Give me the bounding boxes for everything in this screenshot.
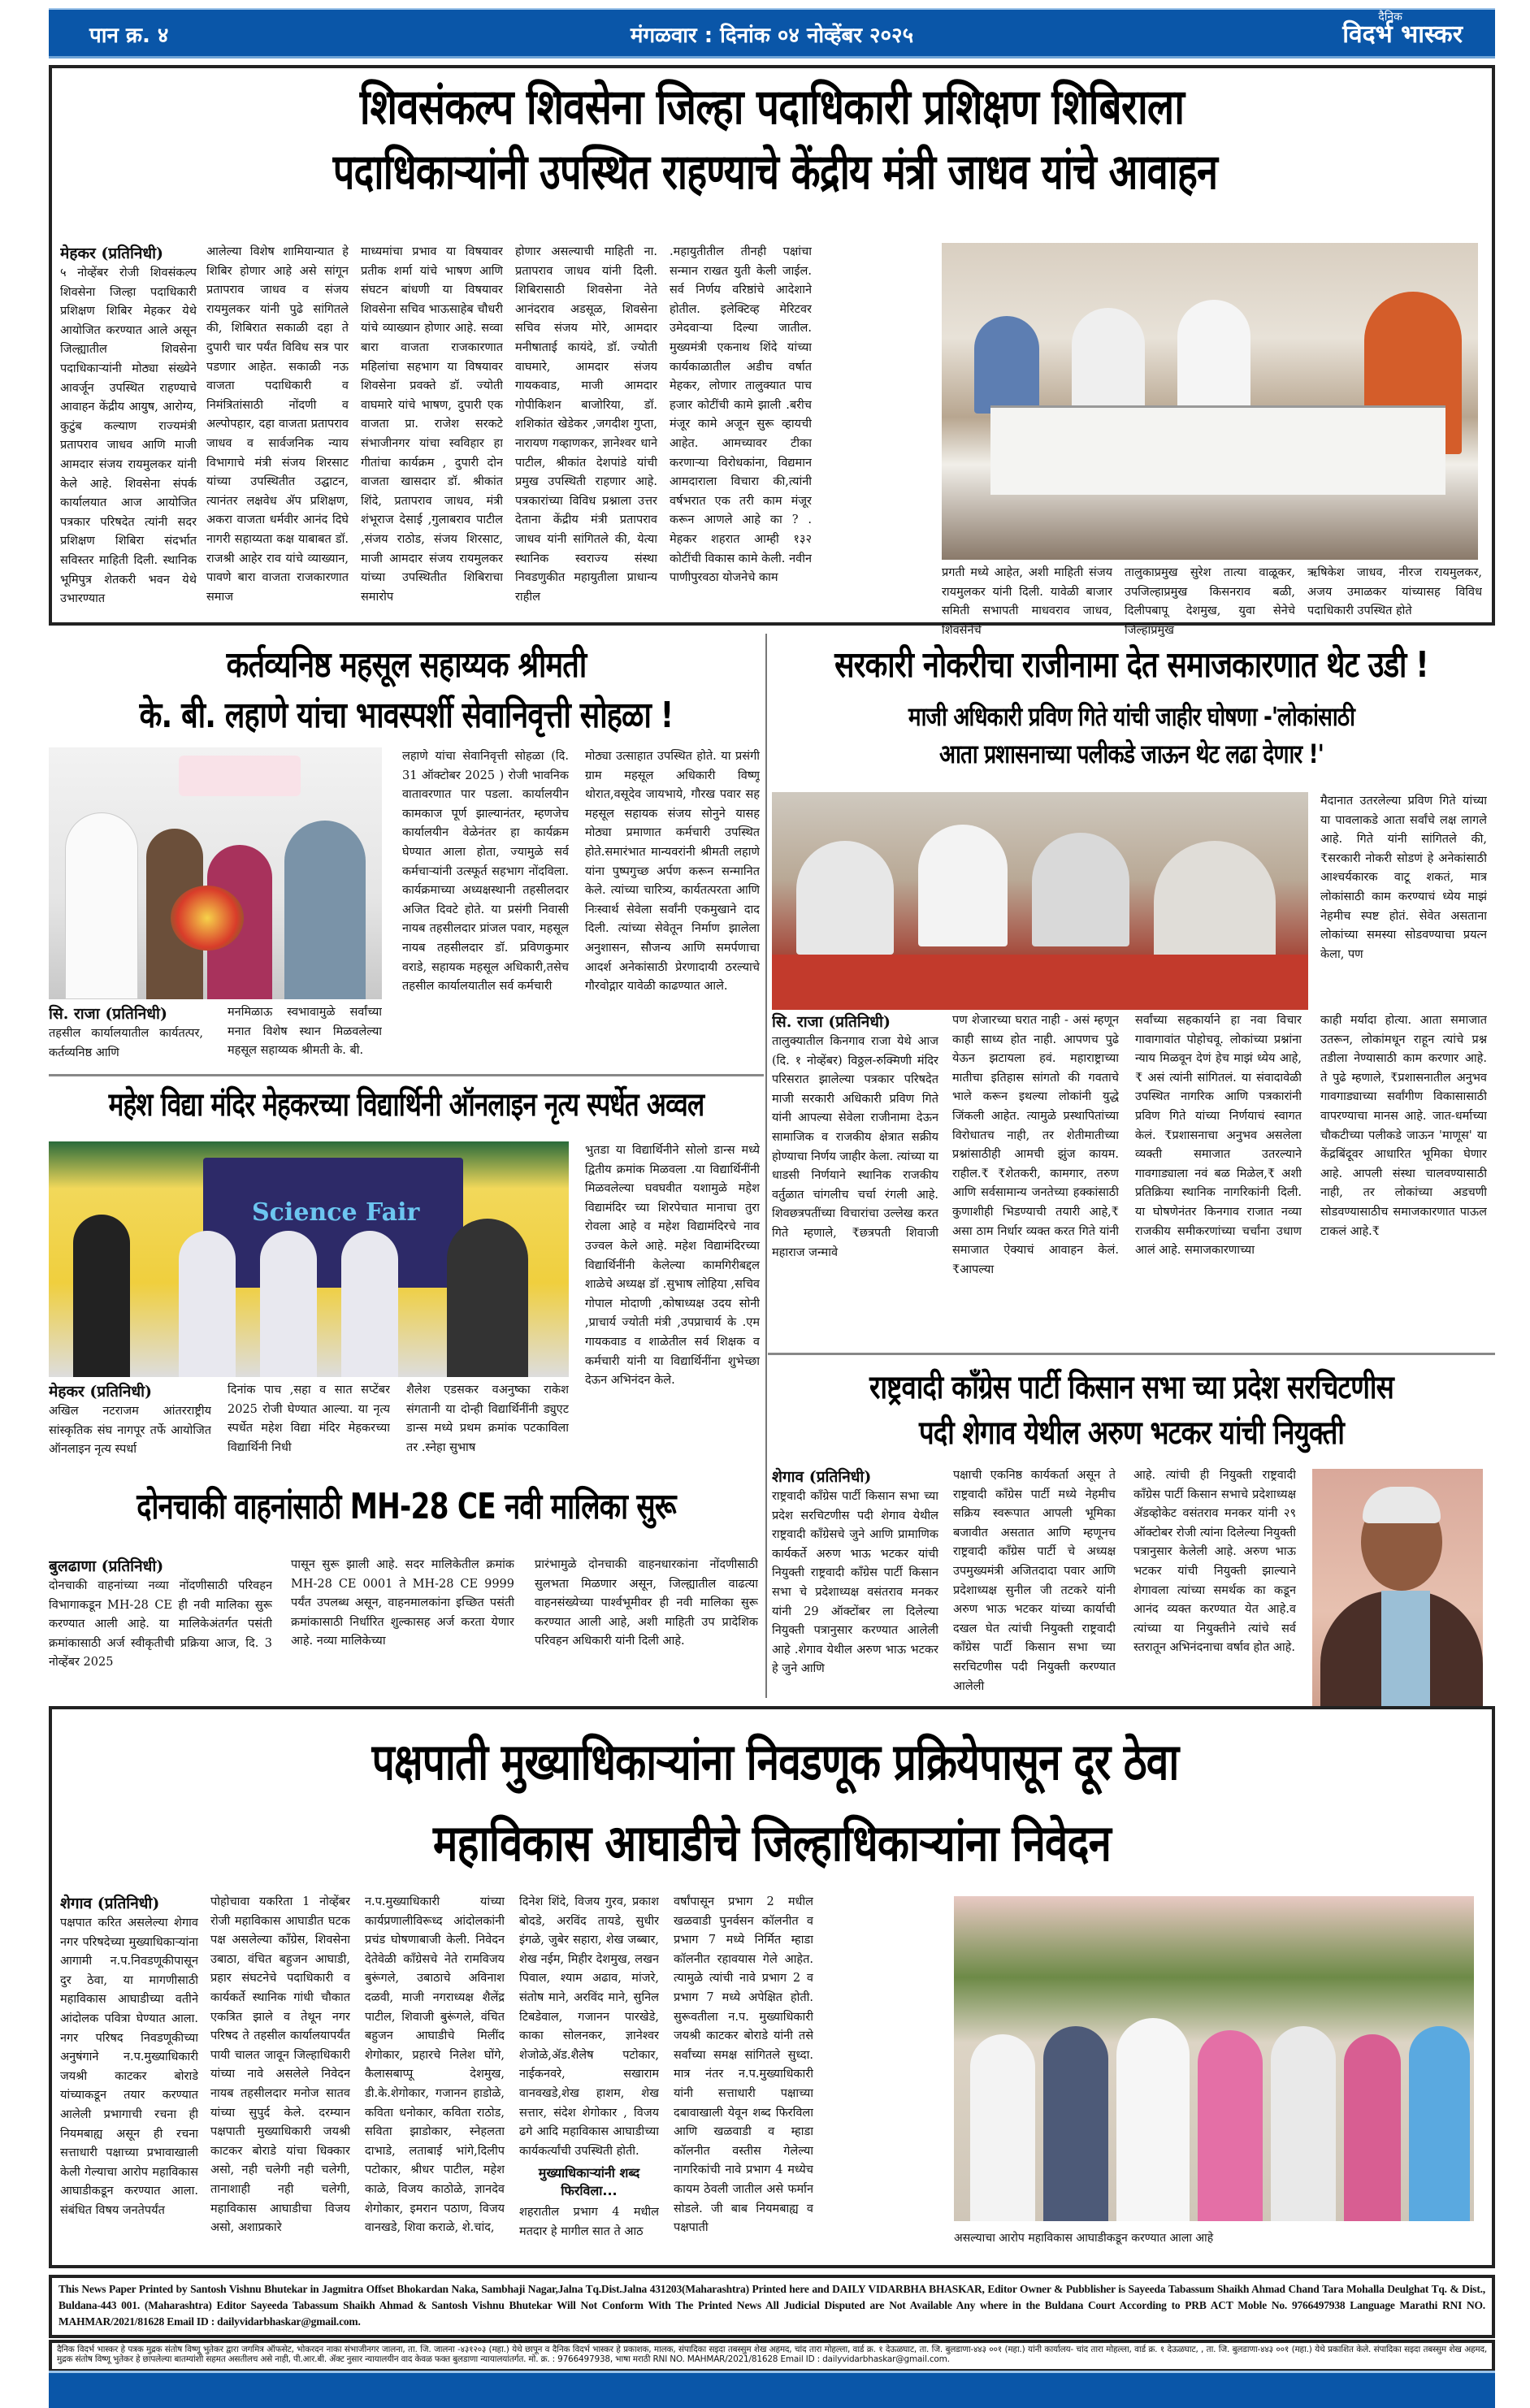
article-column: प्रगती मध्ये आहेत, अशी माहिती संजय रायमुलकर यांनी दिली. यावेळी बाजार समिती सभापती माधवराव जाधव, शिवसेनेचे: [942, 566, 1112, 637]
article-column: सि. राजा (प्रतिनिधी) तालुक्यातील किनगाव राजा येथे आज (दि. १ नोव्हेंबर) विठ्ठल-रुक्मिणी मंदिर परिसरात झालेल्या पत्रकार परिषदेत माजी सरकारी अधिकारी प्रविण गिते यांनी आपल्या सेवेला राजीनामा देऊन सामाजिक व राजकीय क्षेत्रात सक्रीय होण्याचा निर्णय जाहीर केला. त्यांच्या या धाडसी निर्णयाने स्थानिक राजकीय वर्तुळात चांगलीच चर्चा रंगली आहे. शिवछत्रपतींच्या विचारांचा उल्लेख करत गिते म्हणाले, ₹छत्रपती शिवाजी महाराज जन्मावे: [772, 1013, 938, 1259]
headline: दोनचाकी वाहनांसाठी MH-28 CE नवी मालिका सुरू: [137, 1486, 676, 1527]
article-column: दिनांक पाच ,सहा व सात सप्टेंबर 2025 रोजी घेण्यात आल्या. या नृत्य स्पर्धेत महेश विद्या मंदिर मेहकरच्या विद्यार्थिनी निधी: [228, 1384, 390, 1454]
headline: सरकारी नोकरीचा राजीनामा देत समाजकारणात थेट उडी !: [834, 644, 1428, 686]
dateline: मेहकर (प्रतिनिधी): [49, 1383, 153, 1401]
headline-line-2: के. बी. लहाणे यांचा भावस्पर्शी सेवानिवृत्ती सोहळा !: [139, 695, 674, 736]
story-retirement: [49, 634, 764, 1072]
article-column: प्रारंभामुळे दोनचाकी वाहनधारकांना नोंदणीसाठी सुलभता मिळणार असून, जिल्ह्यातील वाढत्या वाहनसंख्येच्या पार्श्वभूमीवर ही नवी मालिका सुरू करण्यात आली आहे, अशी माहिती उप प्रादेशिक परिवहन अधिकारी यांनी दिली आहे.: [535, 1558, 758, 1648]
article-column: मेहकर (प्रतिनिधी) ५ नोव्हेंबर रोजी शिवसंकल्प शिवसेना जिल्हा पदाधिकारी प्रशिक्षण शिबिर मेहकर येथे आयोजित करण्यात आले असून जिल्ह्यातील शिवसेना पदाधिकाऱ्यांनी मोठ्या संख्येने आवर्जून उपस्थित राहण्याचे आवाहन केंद्रीय आयुष, आरोग्य, कुटुंब कल्याण राज्यमंत्री प्रतापराव जाधव आणि माजी आमदार संजय रायमुलकर यांनी केले आहे. शिवसेना संपर्क कार्यालयात आज आयोजित पत्रकार परिषदेत त्यांनी सदर प्रशिक्षण शिबिरा संदर्भात सविस्तर माहिती दिली. स्थानिक भूमिपुत्र शेतकरी भवन येथे उभारण्यात: [60, 245, 197, 606]
article-column: शेगाव (प्रतिनिधी) राष्ट्रवादी कॉंग्रेस पार्टी किसान सभा च्या प्रदेश सरचिटणीस पदी शेगाव येथील राष्ट्रवादी कॉंग्रेसचे जुने आणि प्रामाणिक कार्यकर्ते अरुण भाऊ भटकर यांची नियुक्ती राष्ट्रवादी कॉंग्रेस पार्टी किसान सभा चे प्रदेशाध्यक्ष वसंतराव मनकर यांनी 29 ऑक्टोंबर ला दिलेल्या नियुक्ती पत्रानुसार करण्यात आलेली आहे .शेगाव येथील अरुण भाऊ भटकर हे जुने आणि: [772, 1468, 938, 1676]
photo-press-meet: [772, 792, 1308, 1010]
photo-memorandum-submission: [954, 1896, 1474, 2221]
column-divider: [765, 634, 767, 1698]
article-column: पक्षाची एकनिष्ठ कार्यकर्ता असून ते राष्ट्रवादी कॉंग्रेस पार्टी मध्ये नेहमीच सक्रिय स्वरूपात आपली भूमिका बजावीत असतात आणि म्हणूनच राष्ट्रवादी कॉंग्रेस पार्टी चे अध्यक्ष उपमुख्यमंत्री अजितदादा पवार आणि प्रदेशाध्यक्ष सुनील जी तटकरे यांनी अरुण भाऊ भटकर यांच्या कार्याची दखल घेत त्यांची नियुक्ती राष्ट्रवादी कॉंग्रेस पार्टी किसान सभा च्या सरचिटणीस पदी नियुक्ती करण्यात आलेली: [953, 1469, 1116, 1693]
article-column: भुतडा या विद्यार्थिनीने सोलो डान्स मध्ये द्वितीय क्रमांक मिळवला .या विद्यार्थिनींनी मिळवलेल्या घवघवीत यशामुळे महेश विद्यामंदिर च्या शिरपेचात मानाचा तुरा रोवला आहे व महेश विद्यामंदिरचे नाव उज्वल केले आहे. महेश विद्यामंदिरच्या विद्यार्थिनींनी केलेल्या कामगिरीबद्दल शाळेचे अध्यक्ष डॉ .सुभाष लोहिया ,सचिव गोपाल मोदाणी ,कोषाध्यक्ष उदय सोनी ,प्राचार्य ज्योती मंत्री ,उपप्राचार्य के .एम गायकवाड व शाळेतील सर्व शिक्षक व कर्मचारी यांनी या विद्यार्थिनींना शुभेच्छा देऊन अभिनंदन केले.: [585, 1144, 760, 1388]
article-column: मैदानात उतरलेल्या प्रविण गिते यांच्या या पावलाकडे आता सर्वांचे लक्ष लागले आहे. गिते यांनी सांगितले की, ₹सरकारी नोकरी सोडणं हे अनेकांसाठी आश्चर्यकारक वाटू शकतं, मात्र लोकांसाठी काम करण्याचं ध्येय माझं नेहमीच स्पष्ट होतं. सेवेत असताना लोकांच्या समस्या सोडवण्याचा प्रयत्न केला, पण: [1320, 795, 1487, 961]
subheadline-1: माजी अधिकारी प्रविण गिते यांची जाहीर घोषणा -'लोकांसाठी: [908, 701, 1355, 732]
dateline: मेहकर (प्रतिनिधी): [60, 245, 164, 262]
logo-title: विदर्भ भास्कर: [1342, 20, 1463, 49]
article-column: पोहोचावा यकरिता 1 नोव्हेंबर रोजी महाविकास आघाडीत घटक पक्ष असलेल्या कॉंग्रेस, शिवसेना उबाठा, वंचित बहुजन आघाडी, प्रहार संघटनेचे पदाधिकारी व कार्यकर्ते स्थानिक गांधी चौकात एकत्रित झाले व तेथून नगर परिषद ते तहसील कार्यालयापर्यंत पायी चालत जावून जिल्हाधिकारी यांच्या नावे असलेले निवेदन नायब तहसीलदार मनोज सातव यांच्या सुपुर्द केले. दरम्यान पक्षपाती मुख्याधिकारी जयश्री काटकर बोराडे यांचा धिक्कार असो, नही चलेगी नही चलेगी, तानाशाही नही चलेगी, महाविकास आघाडीचा विजय असो, अशाप्रकारे: [210, 1895, 350, 2235]
headline-line-2: पदी शेगाव येथील अरुण भटकर यांची नियुक्ती: [918, 1414, 1345, 1452]
article-column: शैलेश एडसकर वअनुष्का राकेश संगतानी या दोन्ही विद्यार्थिनींनी ड्युएट डान्स मध्ये प्रथम क्रमांक पटकाविला तर .स्नेहा सुभाष: [406, 1384, 569, 1454]
footer-bar: [49, 2371, 1495, 2408]
dateline: शेगाव (प्रतिनिधी): [60, 1895, 160, 1912]
subheading: मुख्याधिकाऱ्यांनी शब्द फिरविला...: [538, 2165, 640, 2199]
article-column: होणार असल्याची माहिती ना. प्रतापराव जाधव यांनी दिली. शिबिरासाठी शिवसेना नेते आनंदराव अडसूळ, शिवसेना सचिव संजय मोरे, आमदार मनीषाताई कायंदे, डॉ. ज्योती वाघमारे, आमदार संजय गायकवाड, माजी आमदार गोपीकिशन बाजोरिया, डॉ. शशिकांत खेडेकर ,जगदीश गुप्ता, नारायण गव्हाणकर, ज्ञानेश्वर धाने पाटील, श्रीकांत देशपांडे यांची प्रमुख उपस्थिती राहणार आहे. पत्रकारांच्या विविध प्रश्नाला उत्तर देताना केंद्रीय मंत्री प्रतापराव जाधव यांनी सांगितले की, येत्या स्थानिक स्वराज्य संस्था निवडणुकीत महायुतीला प्राधान्य राहील: [515, 245, 657, 604]
headline-line-1: पक्षपाती मुख्याधिकाऱ्यांना निवडणूक प्रक्रियेपासून दूर ठेवा: [371, 1732, 1179, 1791]
headline-line-1: कर्तव्यनिष्ठ महसूल सहाय्यक श्रीमती: [226, 644, 587, 686]
masthead: [49, 8, 1495, 58]
article-column: काही मर्यादा होत्या. आता समाजात उतरून, लोकांमधून राहून त्यांचे प्रश्न तडीला नेण्यासाठी काम करणार आहे. ते पुढे म्हणाले, ₹प्रशासनातील अनुभव गावगाड्याच्या सर्वांगीण विकासासाठी वापरण्याचा मानस आहे. जात-धर्माच्या चौकटीच्या पलीकडे जाऊन 'माणूस' या केंद्रबिंदूवर आधारित भूमिका घेणार आहे. आपली संस्था चालवण्यासाठी नाही, तर लोकांच्या अडचणी सोडवण्यासाठीच समाजकारणात पाऊल टाकलं आहे.₹: [1320, 1014, 1487, 1238]
article-column: पण शेजारच्या घरात नाही - असं म्हणून काही साध्य होत नाही. आपणच पुढे येऊन झटायला हवं. महाराष्ट्राच्या मातीचा इतिहास सांगतो की गवताचे भाले करून इथल्या लोकांनी युद्धे जिंकली आहेत. त्यामुळे प्रस्थापितांच्या विरोधातच नाही, तर शेतीमातीच्या प्रश्नांसाठीही आमची झुंज कायम. राहील.₹ ₹शेतकरी, कामगार, तरुण आणि सर्वसामान्य जनतेच्या हक्कांसाठी कुणाशीही भिडण्याची तयारी आहे,₹ असा ठाम निर्धार व्यक्त करत गिते यांनी समाजात ऐक्याचं आवाहन केलं. ₹आपल्या: [952, 1014, 1119, 1276]
story-dance-competition: [49, 1081, 764, 1457]
section-divider: [768, 1353, 1495, 1355]
headline-line-1: राष्ट्रवादी कॉंग्रेस पार्टी किसान सभा च्या प्रदेश सरचिटणीस: [869, 1369, 1393, 1406]
article-column: मोठ्या उत्साहात उपस्थित होते. या प्रसंगी ग्राम महसूल अधिकारी विष्णू थोरात,वसूदेव जायभाये, गौरख पवार सह महसूल सहायक संजय सोनुने यासह मोठ्या प्रमाणात कर्मचारी उपस्थित होते.समारंभात मान्यवरांनी श्रीमती लहाणे यांना पुष्पगुच्छ अर्पण करून सन्मानित केले. त्यांच्या चारित्र्य, कार्यतत्परता आणि निःस्वार्थ सेवेला सर्वांनी एकमुखाने दाद दिली. त्यांच्या सेवेतून निर्माण झालेला अनुशासन, सौजन्य आणि समर्पणाचा आदर्श अनेकांसाठी प्रेरणादायी ठरल्याचे गौरवोद्गार यावेळी काढण्यात आले.: [585, 750, 760, 994]
section-divider: [49, 1074, 764, 1076]
dateline: शेगाव (प्रतिनिधी): [772, 1468, 872, 1486]
article-column: दिनेश शिंदे, विजय गुरव, प्रकाश बोदडे, अरविंद तायडे, सुधीर इंगळे, जुबेर सहारा, शेख जब्बार, शेख नईम, मिहीर देशमुख, लखन पिवाल, श्याम अढाव, मांजरे, संतोष माने, अरविंद माने, सुनिल टिबडेवाल, गजानन पारखेडे, काका सोलनकर, ज्ञानेश्वर शेजोळे,ॲड.शैलेष पटोकार, नाईकनवरे, सखाराम वानवखडे,शेख हाशम, शेख सत्तार, संदेश शेगोकार , विजय ढगे आदि महाविकास आघाडीच्या कार्यकर्त्यांची उपस्थिती होती. मुख्याधिकाऱ्यांनी शब्द फिरविला... शहरातील प्रभाग 4 मधील मतदार हे मागील सात ते आठ: [519, 1895, 659, 2238]
science-fair-banner: Science Fair: [252, 1198, 420, 1227]
article-column: मनमिळाऊ स्वभावामुळे सर्वांच्या मनात विशेष स्थान मिळवलेल्या महसूल सहाय्यक श्रीमती के. बी.: [228, 1006, 382, 1058]
photo-arun-bhatkar: [1312, 1469, 1483, 1706]
article-column: ऋषिकेश जाधव, नीरज रायमुलकर, अजय उमाळकर यांच्यासह विविध पदाधिकारी उपस्थित होते: [1307, 566, 1482, 618]
newspaper-logo: [1342, 11, 1463, 47]
story-shivsena-camp: [49, 65, 1495, 637]
imprint-marathi: दैनिक विदर्भ भास्कर हे पत्रक मुद्रक संतोष विष्णू भुतेकर द्वारा जगमित्र ऑफसेट, भोकरदन नाका संभाजीनगर जालना, ता. जि. जालना -४३१२०३ (महा.) येथे छापून व दैनिक विदर्भ भास्कर हे प्रकाशक, मालक, संपादिका सइदा तबस्सुम शेख अहमद, चांद तारा मोहल्ला, वार्ड क्र. १ देऊळघाट, ता. जि. बुलडाणा-४४३ ००१ (महा.) यांनी कार्यालय- चांद तारा मोहल्ला, वार्ड क्र. १ देऊळघाट, , ता. जि. बुलडाणा-४४३ ००१ (महा.) येथे प्रकाशित केले. संपादिका सइदा तबस्सुम शेख अहमद, मुद्रक संतोष विष्णू भुतेकर हे छापलेल्या बातम्यांशी सहमत असतीलच असे नाही, पी.आर.बी. ॲक्ट नुसार न्यायालयीन वाद केवळ फक्त बुलडाणा न्यायालयांतर्गत. मो. क्र. : 9766497938, भाषा मराठी RNI NO. MAHMAR/2021/81628 Email ID : dailyvidarbhaskar@gmail.com.: [49, 2340, 1495, 2372]
article-column: न.प.मुख्याधिकारी यांच्या कार्यप्रणालीविरूध्द आंदोलकांनी प्रचंड घोषणाबाजी केली. निवेदन देतेवेळी कॉंग्रेसचे नेते रामविजय बुरूंगले, उबाठाचे अविनाश दळवी, माजी नगराध्यक्ष शैलेंद्र पाटील, शिवाजी बुरूंगले, वंचित बहुजन आघाडीचे मिलींद शेगोकार, प्रहारचे निलेश घोंगे, कैलासबाप्पू देशमुख, डी.के.शेगोकार, गजानन हाडोळे, कविता धनोकार, कविता राठोड, सविता झाडोकार, स्नेहलता दाभाडे, लताबाई भांगे,दिलीप पटोकार, श्रीधर पाटील, महेश काळे, विजय काठोळे, ज्ञानदेव शेगोकार, इमरान पठाण, विजय वानखडे, शिवा कराळे, शे.चांद,: [365, 1895, 505, 2235]
article-column: लहाणे यांचा सेवानिवृत्ती सोहळा (दि. 31 ऑक्टोबर 2025 ) रोजी भावनिक वातावरणात पार पडला. कार्यालयीन कामकाज पूर्ण झाल्यानंतर, म्हणजेच कार्यालयीन वेळेनंतर हा कार्यक्रम घेण्यात आला होता, ज्यामुळे सर्व कर्मचाऱ्यांनी उत्स्फूर्त सहभाग नोंदविला. कार्यक्रमाच्या अध्यक्षस्थानी तहसीलदार अजित दिवटे होते. या प्रसंगी निवासी नायब तहसीलदार प्रांजल पवार, महसूल नायब तहसीलदार डॉ. प्रविणकुमार वराडे, सहायक महसूल अधिकारी,तसेच तहसील कार्यालयातील सर्व कर्मचारी: [402, 750, 569, 994]
dateline: बुलढाणा (प्रतिनिधी): [49, 1557, 164, 1575]
article-column: तालुकाप्रमुख सुरेश तात्या वाळूकर, उपजिल्हाप्रमुख किसनराव बळी, दिलीपबापू देशमुख, युवा सेनेचे जिल्हाप्रमुख: [1125, 566, 1295, 637]
headline-line-2: महाविकास आघाडीचे जिल्हाधिकाऱ्यांना निवेदन: [432, 1813, 1112, 1873]
headline: महेश विद्या मंदिर मेहकरच्या विद्यार्थिनी ऑनलाइन नृत्य स्पर्धेत अव्वल: [108, 1086, 704, 1124]
headline-line-1: शिवसंकल्प शिवसेना जिल्हा पदाधिकारी प्रशिक्षण शिबिराला: [359, 79, 1185, 136]
article-column: असल्याचा आरोप महाविकास आघाडीकडून करण्यात आला आहे: [954, 2232, 1214, 2245]
article-column: .महायुतीतील तीनही पक्षांचा सन्मान राखत युती केली जाईल. सर्व निर्णय वरिष्ठांचे आदेशाने होतील. इलेक्टिव्ह मेरिटवर उमेदवाऱ्या दिल्या जातील. मुख्यमंत्री एकनाथ शिंदे यांच्या कार्यकाळातील अडीच वर्षात मेहकर, लोणार तालुक्यात पाच हजार कोटींची कामे झाली .बरीच मंजूर कामे अजून सुरू व्हायची आहेत. आमच्यावर टीका करणाऱ्या विरोधकांना, विद्यमान आमदाराला विचारा की,त्यांनी वर्षभरात एक तरी काम मंजूर करून आणले आहे का ? . मेहकर शहरात आम्ही १३२ कोटींची विकास कामे केली. नवीन पाणीपुरवठा योजनेचे काम: [670, 245, 812, 585]
story-mva-memorandum: [49, 1706, 1495, 2268]
subheadline-2: आता प्रशासनाच्या पलीकडे जाऊन थेट लढा देणार !': [938, 738, 1324, 769]
issue-date: मंगळवार : दिनांक ०४ नोव्हेंबर २०२५: [630, 24, 914, 48]
logo-prefix: दैनिक: [1378, 11, 1402, 24]
photo-press-conference: [942, 243, 1478, 560]
dateline: सि. राजा (प्रतिनिधी): [49, 1005, 167, 1023]
article-column: माध्यमांचा प्रभाव या विषयावर प्रतीक शर्मा यांचे भाषण आणि संघटन बांधणी या विषयावर शिवसेना सचिव भाऊसाहेब चौधरी यांचे व्याख्यान होणार आहे. सव्वा बारा वाजता राजकारणात महिलांचा सहभाग या विषयावर शिवसेना प्रवक्ते डॉ. ज्योती वाघमारे यांचे भाषण, दुपारी एक वाजता प्रा. राजेश सरकटे संभाजीनगर यांचा स्वविहार हा गीतांचा कार्यक्रम , दुपारी दोन वाजता खासदार डॉ. श्रीकांत शिंदे, प्रतापराव जाधव, मंत्री शंभूराज देसाई ,गुलाबराव पाटील ,संजय राठोड, संजय शिरसाट, माजी आमदार संजय रायमुलकर यांच्या उपस्थितीत शिबिराचा समारोप: [361, 245, 503, 604]
story-resignation: [768, 634, 1495, 1349]
story-vehicle-series: [49, 1479, 764, 1706]
photo-students-awards: [49, 1141, 569, 1377]
article-column: शेगाव (प्रतिनिधी) पक्षपात करित असलेल्या शेगाव नगर परिषदेच्या मुख्याधिकाऱ्यांना आगामी न.प.निवडणूकीपासून दुर ठेवा, या मागणीसाठी महाविकास आघाडीच्या वतीने आंदोलक पवित्रा घेण्यात आला. नगर परिषद निवडणूकीच्या अनुषंगाने न.प.मुख्याधिकारी जयश्री काटकर बोराडे यांच्याकडून तयार करण्यात आलेली प्रभागाची रचना ही नियमबाह्य असून ही रचना सत्ताधारी पक्षाच्या प्रभावाखाली केली गेल्याचा आरोप महाविकास आघाडीकडून करण्यात आला. संबंधित विषय जनतेपर्यंत: [60, 1895, 198, 2217]
dateline: सि. राजा (प्रतिनिधी): [772, 1013, 891, 1031]
article-column: सि. राजा (प्रतिनिधी) तहसील कार्यालयातील कार्यतत्पर, कर्तव्यनिष्ठ आणि: [49, 1005, 203, 1059]
imprint-english: This News Paper Printed by Santosh Vishnu Bhutekar in Jagmitra Offset Bhokardan Naka, Sambhaji Nagar,Jalna Tq.Dist.Jalna 431203(Maharashtra) Printed here and DAILY VIDARBHA BHASKAR, Editor Owner & Pubblisher is Sayeeda Tabassum Shaikh Ahmad Chand Tara Mohalla Deulghat Tq. & Dist., Buldana-443 001. (Maharashtra) Editor Sayeeda Tabassum Shaikh Ahmad & Santosh Vishnu Bhutekar Will Not Conform With The Printed News All Judicial Disputed are Not Available Any where in the Buldana Court According to PRB ACT Moble No. 9766497938 Language Marathi RNI NO. MAHMAR/2021/81628 Email ID : dailyvidarbhaskar@gmail.com.: [49, 2275, 1495, 2338]
photo-felicitation: [49, 747, 382, 999]
headline-line-2: पदाधिकाऱ्यांनी उपस्थित राहण्याचे केंद्रीय मंत्री जाधव यांचे आवाहन: [332, 144, 1218, 201]
article-column: आलेल्या विशेष शामियान्यात हे शिबिर होणार आहे असे सांगून प्रतापराव जाधव व संजय रायमुलकर यांनी पुढे सांगितले की, शिबिरात सकाळी दहा ते दुपारी चार पर्यंत विविध सत्र पार पडणार आहेत. सकाळी नऊ वाजता पदाधिकारी व निमंत्रितांसाठी नोंदणी व अल्पोपहार, दहा वाजता प्रतापराव जाधव व सार्वजनिक न्याय विभागाचे मंत्री संजय शिरसाट यांच्या उपस्थितीत उद्घाटन, त्यानंतर लक्षवेध ॲप प्रशिक्षण, अकरा वाजता धर्मवीर आनंद दिघे नागरी सहाय्यता कक्ष याबाबत डॉ. राजश्री आहेर राव यांचे व्याख्यान, पावणे बारा वाजता राजकारणात समाज: [206, 245, 349, 604]
page-number: पान क्र. ४: [89, 24, 169, 48]
article-column: मेहकर (प्रतिनिधी) अखिल नटराजम आंतरराष्ट्रीय सांस्कृतिक संघ नागपूर तर्फे आयोजित ऑनलाइन नृत्य स्पर्धा: [49, 1383, 211, 1457]
article-column: सर्वांच्या सहकार्याने हा नवा विचार गावागावांत पोहोचवू. लोकांच्या प्रश्नांना न्याय मिळवून देणं हेच माझं ध्येय आहे,₹ असं त्यांनी सांगितलं. या संवादावेळी उपस्थित नागरिक आणि पत्रकारांनी प्रविण गिते यांच्या निर्णयाचं स्वागत केलं. ₹प्रशासनाचा अनुभव असलेला व्यक्ती समाजात उतरल्याने गावगाड्याला नवं बळ मिळेल,₹ अशी प्रतिक्रिया स्थानिक नागरिकांनी दिली. या घोषणेनंतर किनगाव राजात नव्या राजकीय समीकरणांच्या चर्चांना उधाण आलं आहे. समाजकारणाच्या: [1135, 1014, 1302, 1258]
article-column: बुलढाणा (प्रतिनिधी) दोनचाकी वाहनांच्या नव्या नोंदणीसाठी परिवहन विभागाकडून MH-28 CE ही नवी मालिका सुरू करण्यात आली आहे. या मालिकेअंतर्गत पसंती क्रमांकासाठी अर्ज स्वीकृतीची प्रक्रिया आज, दि. 3 नोव्हेंबर 2025: [49, 1557, 272, 1670]
article-column: पासून सुरू झाली आहे. सदर मालिकेतील क्रमांक MH-28 CE 0001 ते MH-28 CE 9999 पर्यंत उपलब्ध असून, वाहनमालकांना इच्छित पसंती क्रमांकासाठी निर्धारित शुल्कासह अर्ज करता येणार आहे. नव्या मालिकेच्या: [291, 1558, 514, 1648]
story-ncp-appointment: [768, 1365, 1495, 1706]
article-column: वर्षांपासून प्रभाग 2 मधील खळवाडी पुनर्वसन कॉलनीत व प्रभाग 7 मध्ये निर्मित म्हाडा कॉलनीत रहावयास गेले आहेत. त्यामुळे त्यांची नावे प्रभाग 2 व प्रभाग 7 मध्ये अपेक्षित होती. सुरूवतीला न.प. मुख्याधिकारी जयश्री काटकर बोराडे यांनी तसे सर्वांच्या समक्ष सांगितले सुध्दा. मात्र नंतर न.प.मुख्याधिकारी यांनी सत्ताधारी पक्षाच्या दबावाखाली येवून शब्द फिरविला आणि खळवाडी व म्हाडा कॉलनीत वस्तीस गेलेल्या नागरिकांची नावे प्रभाग 4 मध्येच कायम ठेवली जातील असे फर्मान सोडले. जी बाब नियमबाह्य व पक्षपाती: [674, 1895, 813, 2235]
article-column: आहे. त्यांची ही नियुक्ती राष्ट्रवादी कॉंग्रेस पार्टी किसान सभाचे प्रदेशाध्यक्ष ॲडव्होकेट वसंतराव मनकर यांनी २९ ऑक्टोबर रोजी त्यांना दिलेल्या नियुक्ती पत्रानुसार केलेली आहे. अरुण भाऊ भटकर यांची नियुक्ती झाल्याने शेगावला त्यांच्या समर्थक का कडून आनंद व्यक्त करण्यात येत आहे.व त्यांच्या या नियुक्तीने त्यांचे सर्व स्तरातून अभिनंदनाचा वर्षाव होत आहे.: [1133, 1469, 1296, 1655]
